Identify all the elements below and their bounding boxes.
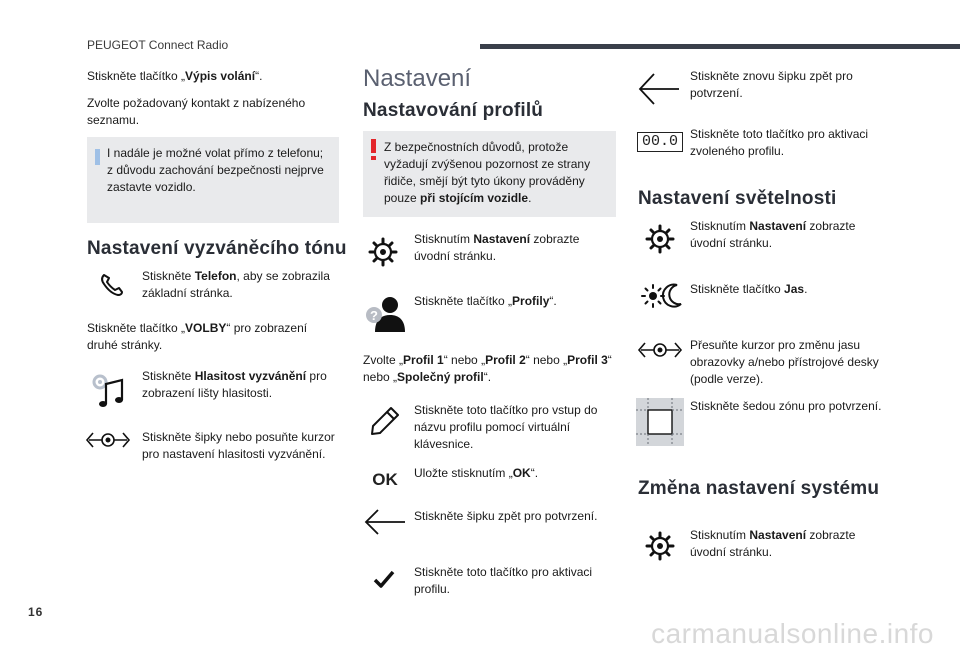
step-activate-profile-text: Stiskněte toto tlačítko pro aktivaci zvoleného profilu. — [690, 127, 869, 158]
svg-text:?: ? — [370, 308, 378, 323]
brightness-icon — [641, 282, 683, 310]
gear-icon — [644, 530, 676, 562]
slider-icon — [85, 428, 131, 452]
step-grey-zone-text: Stiskněte šedou zónu pro potvrzení. — [690, 399, 882, 413]
watermark: carmanualsonline.info — [651, 618, 934, 649]
ok-icon: OK — [372, 470, 398, 489]
ringtone-heading: Nastavení vyzváněcího tónu — [87, 238, 347, 259]
step-activate-text: Stiskněte toto tlačítko pro aktivaci profilu. — [414, 565, 593, 596]
options-paragraph: Stiskněte tlačítko „VOLBY“ pro zobrazení druhé stránky. — [87, 321, 308, 352]
step-keyboard-text: Stiskněte toto tlačítko pro vstup do názvu profilu pomocí virtuální klávesnice. — [414, 403, 598, 451]
back-arrow-icon — [363, 508, 407, 536]
warning-marker-icon — [371, 139, 377, 161]
checkmark-icon — [370, 568, 398, 590]
info-note-text: I nadále je možné volat přímo z telefonu; z důvodu zachování bezpečnosti nejprve zastavte vozidlo. — [107, 146, 324, 194]
gear-icon — [644, 223, 676, 255]
step-arrows-text: Stiskněte šipky nebo posuňte kurzor pro nastavení hlasitosti vyzvánění. — [142, 430, 335, 461]
select-contact-paragraph: Zvolte požadovaný kontakt z nabízeného seznamu. — [87, 96, 306, 127]
select-profile-paragraph: Zvolte „Profil 1“ nebo „Profil 2“ nebo „Profil 3“ nebo „Společný profil“. — [363, 353, 612, 384]
warning-text: Z bezpečnostních důvodů, protože vyžadují zvýšenou pozornost ze strany řidiče, smějí být tyto úkony prováděny pouze při stojícím vozidle. — [384, 140, 591, 205]
brightness-heading: Nastavení světelnosti — [638, 188, 837, 209]
profiles-heading: Nastavování profilů — [363, 100, 544, 121]
profile-icon — [365, 294, 405, 334]
header-bar — [480, 44, 960, 49]
section-title: Nastavení — [363, 65, 472, 92]
step-back-text: Stiskněte šipku zpět pro potvrzení. — [414, 509, 598, 523]
step-back-again-text: Stiskněte znovu šipku zpět pro potvrzení. — [690, 69, 853, 100]
step-settings-text: Stisknutím Nastavení zobrazte úvodní stránku. — [414, 232, 580, 263]
step-system-settings-text: Stisknutím Nastavení zobrazte úvodní stránku. — [690, 528, 856, 559]
page-number: 16 — [28, 605, 44, 619]
back-arrow-icon — [637, 71, 681, 107]
step-brightness-settings-text: Stisknutím Nastavení zobrazte úvodní stránku. — [690, 219, 856, 250]
step-profiles-text: Stiskněte tlačítko „Profily“. — [414, 294, 557, 308]
lcd-value: 00.0 — [637, 132, 683, 152]
info-marker-icon — [95, 149, 100, 165]
running-header: PEUGEOT Connect Radio — [87, 38, 229, 52]
phone-icon — [97, 270, 127, 300]
pencil-icon — [368, 404, 402, 438]
step-cursor-text: Přesuňte kurzor pro změnu jasu obrazovky a/nebo přístrojové desky (podle verze). — [690, 338, 879, 386]
gear-icon — [367, 236, 399, 268]
slider-icon — [637, 338, 683, 362]
step-ok-text: Uložte stisknutím „OK“. — [414, 466, 539, 480]
step-jas-text: Stiskněte tlačítko Jas. — [690, 282, 808, 296]
grid-zone-icon — [636, 398, 684, 446]
settings-music-icon — [88, 370, 132, 410]
step-volume-text: Stiskněte Hlasitost vyzvánění pro zobrazení lišty hlasitosti. — [142, 369, 327, 400]
system-settings-heading: Změna nastavení systému — [638, 478, 880, 499]
lcd-display-icon — [636, 131, 684, 153]
warning-box — [363, 131, 616, 217]
info-note-box — [87, 137, 339, 223]
step-phone-text: Stiskněte Telefon, aby se zobrazila základní stránka. — [142, 269, 330, 300]
call-log-paragraph: Stiskněte tlačítko „Výpis volání“. — [87, 69, 263, 83]
